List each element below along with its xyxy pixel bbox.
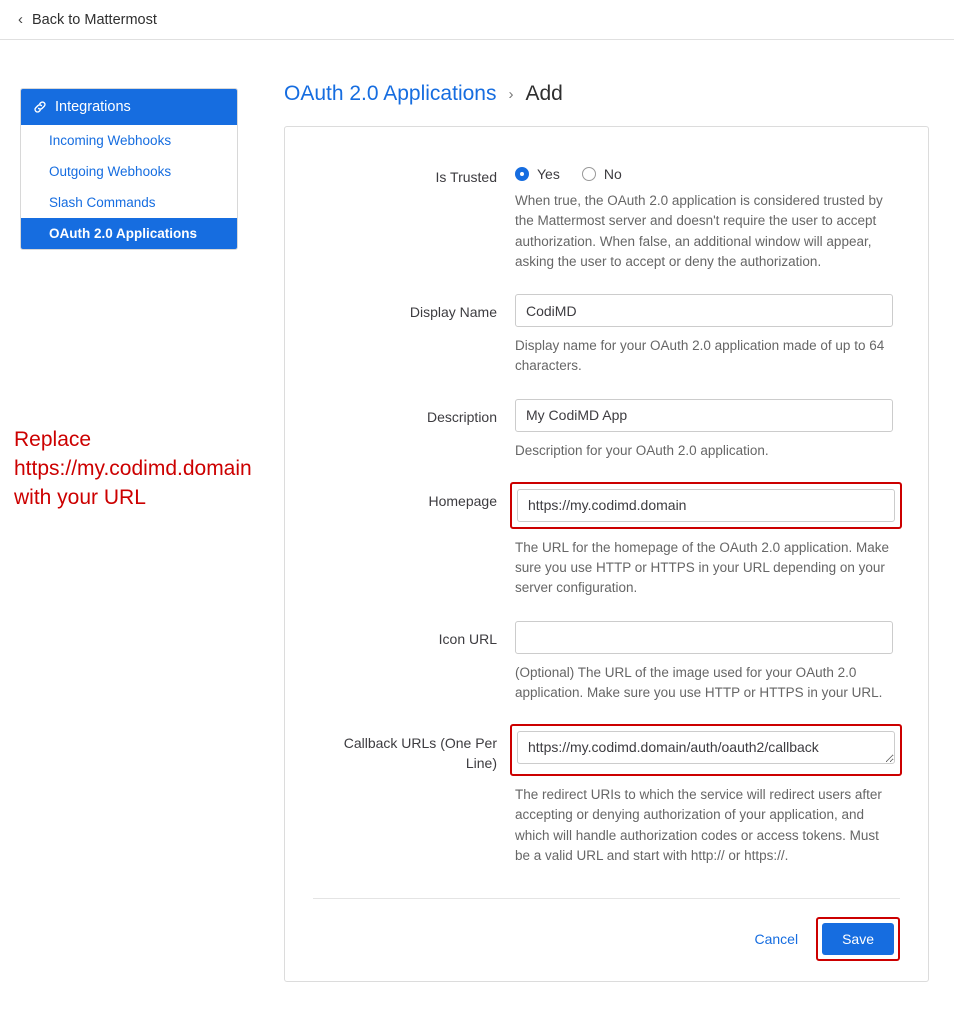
field-homepage	[515, 483, 900, 617]
sidebar-header-label: Integrations	[55, 99, 131, 115]
link-icon	[33, 100, 47, 114]
sidebar-box	[20, 88, 238, 250]
callback-urls-highlight	[510, 724, 902, 776]
radio-label-yes[interactable]: Yes	[537, 166, 560, 182]
breadcrumb-current: Add	[525, 82, 563, 105]
annotation-line-1: Replace https://my.codimd.domain	[14, 428, 252, 480]
cancel-button[interactable]: Cancel	[742, 923, 810, 955]
form-row-description	[313, 399, 900, 479]
callback-urls-textarea[interactable]	[517, 731, 895, 764]
label-callback-urls: Callback URLs (One Per Line)	[343, 735, 497, 772]
sidebar-item-oauth-applications[interactable]: OAuth 2.0 Applications	[21, 218, 237, 249]
help-description: Description for your OAuth 2.0 application.	[515, 442, 769, 458]
page-body	[0, 40, 954, 982]
help-icon-url: (Optional) The URL of the image used for your OAuth 2.0 application. Make sure you use HTTP or HTTPS in your URL.	[515, 664, 883, 700]
sidebar-item-slash-commands[interactable]: Slash Commands	[21, 187, 237, 218]
display-name-input[interactable]	[515, 294, 893, 327]
form-row-homepage	[313, 483, 900, 617]
back-link-label: Back to Mattermost	[32, 11, 157, 28]
chevron-left-icon: ‹	[18, 11, 23, 28]
description-input[interactable]	[515, 399, 893, 432]
top-bar	[0, 0, 954, 40]
help-callback-urls: The redirect URIs to which the service will redirect users after accepting or denying authorization of your application, and which will handle authorization codes or access tokens. Must be a valid URL and start with http:// or https://.	[515, 787, 882, 863]
label-display-name: Display Name	[409, 304, 497, 320]
radio-is-trusted-yes[interactable]	[515, 167, 529, 181]
icon-url-input[interactable]	[515, 621, 893, 654]
breadcrumb-separator-icon: ›	[508, 85, 514, 103]
form-row-icon-url	[313, 621, 900, 722]
back-to-mattermost-link[interactable]	[18, 12, 157, 28]
radio-is-trusted-no[interactable]	[582, 167, 596, 181]
help-display-name: Display name for your OAuth 2.0 application made of up to 64 characters.	[515, 338, 885, 374]
breadcrumb-parent-link[interactable]: OAuth 2.0 Applications	[284, 82, 497, 105]
radio-group-is-trusted	[515, 159, 900, 182]
annotation-line-2: with your URL	[14, 485, 146, 509]
form-actions	[313, 899, 900, 963]
label-homepage: Homepage	[428, 492, 497, 509]
field-icon-url	[515, 621, 900, 722]
label-description: Description	[426, 408, 497, 425]
homepage-highlight	[510, 482, 902, 529]
radio-label-no[interactable]: No	[603, 166, 622, 182]
sidebar	[20, 88, 238, 982]
sidebar-header-integrations[interactable]	[21, 89, 237, 125]
form-row-is-trusted	[313, 159, 900, 290]
oauth-add-form-card	[284, 126, 929, 982]
field-callback-urls	[515, 725, 900, 884]
form-row-callback-urls	[313, 725, 900, 884]
help-homepage: The URL for the homepage of the OAuth 2.0 application. Make sure you use HTTP or HTTPS in your URL depending on your server configuration.	[515, 539, 889, 596]
field-description	[515, 399, 900, 479]
breadcrumb	[284, 82, 929, 106]
sidebar-item-outgoing-webhooks[interactable]: Outgoing Webhooks	[21, 156, 237, 187]
save-button[interactable]: Save	[822, 923, 894, 955]
sidebar-item-incoming-webhooks[interactable]: Incoming Webhooks	[21, 125, 237, 156]
form-row-display-name	[313, 294, 900, 395]
save-button-highlight	[816, 917, 900, 961]
field-is-trusted	[515, 159, 900, 290]
homepage-input[interactable]	[517, 489, 895, 522]
help-is-trusted: When true, the OAuth 2.0 application is considered trusted by the Mattermost server and doesn't require the user to accept authorization. When false, an additional window will appear, asking the user to accept or deny the authorization.	[515, 193, 883, 269]
annotation-text	[14, 426, 314, 513]
label-is-trusted: Is Trusted	[435, 169, 497, 185]
label-icon-url: Icon URL	[438, 630, 497, 647]
field-display-name	[515, 294, 900, 395]
